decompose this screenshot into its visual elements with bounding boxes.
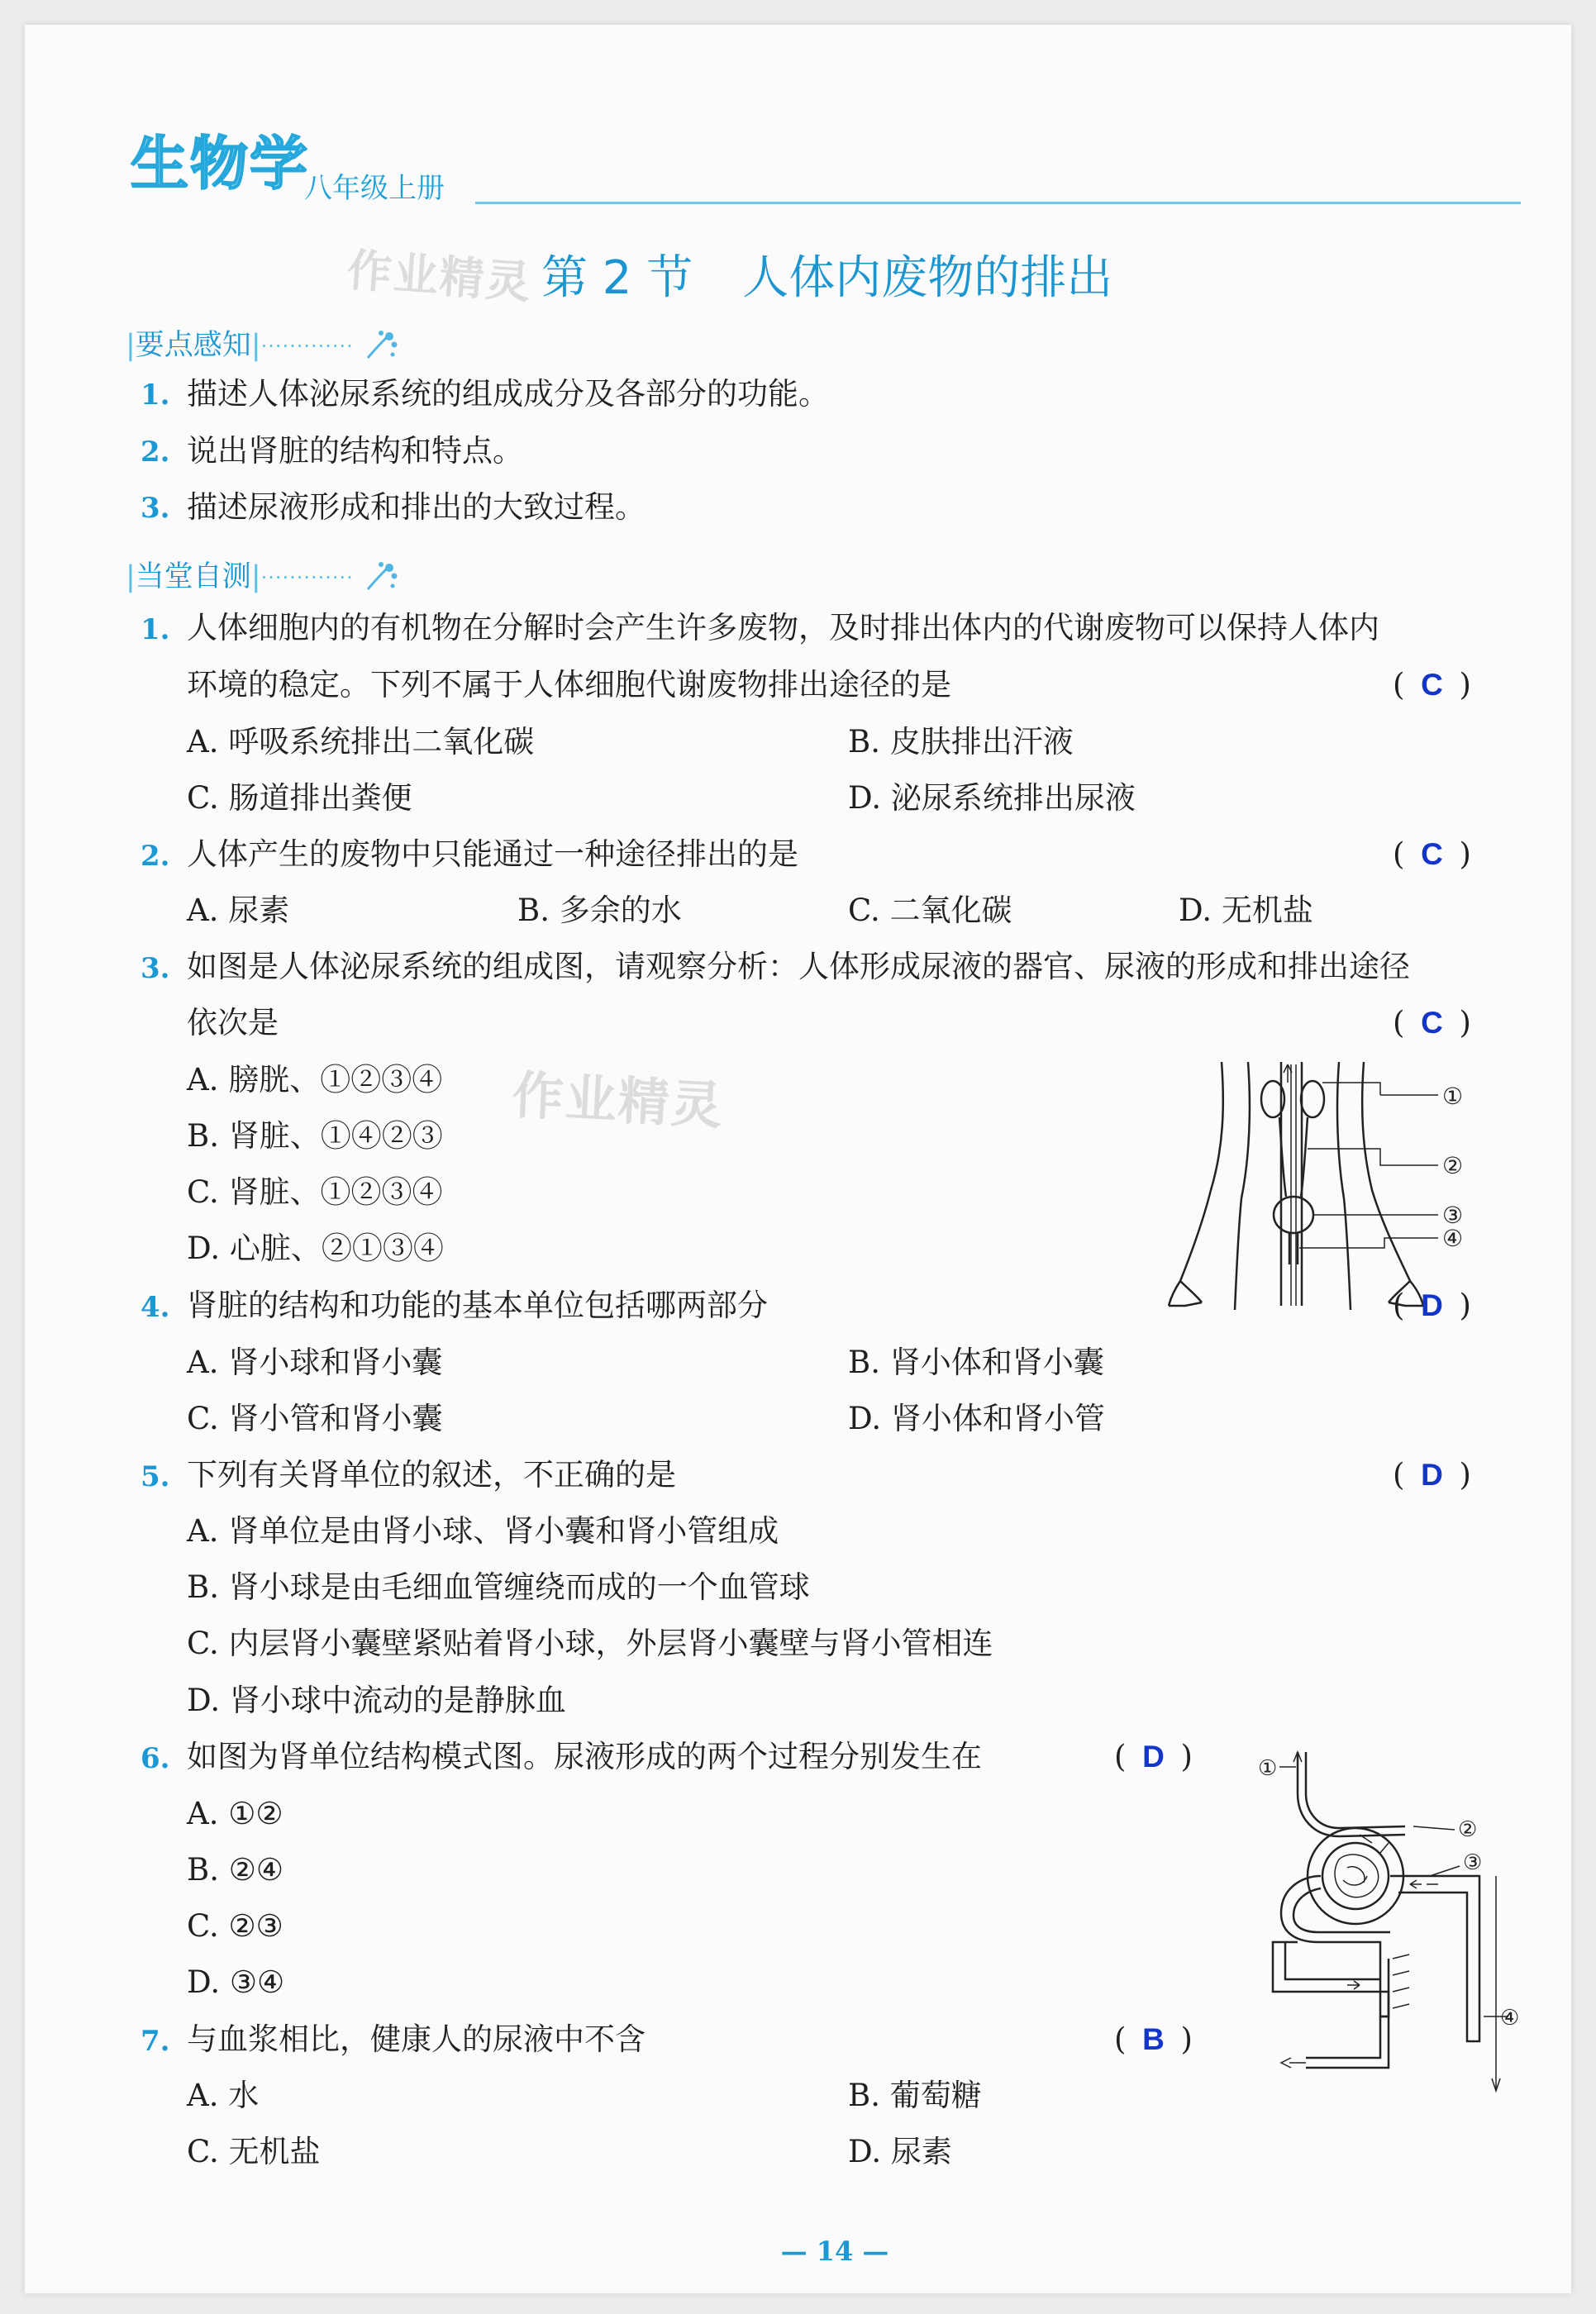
answer-value: D: [1421, 1288, 1443, 1322]
key-point-number: 3.: [141, 492, 170, 525]
answer-bracket: ( C ): [1393, 1005, 1471, 1040]
option[interactable]: A. 膀胱、①②③④: [187, 1062, 443, 1097]
question-text: 如图为肾单位结构模式图。尿液形成的两个过程分别发生在: [187, 1739, 982, 1774]
answer-bracket: ( C ): [1393, 836, 1471, 872]
question-number: 5.: [141, 1460, 170, 1493]
answer-bracket: ( C ): [1393, 667, 1471, 702]
answer-value: C: [1421, 1006, 1443, 1040]
option[interactable]: A. ①②: [187, 1796, 283, 1831]
answer-value: B: [1142, 2022, 1165, 2056]
sparkle-icon: [363, 330, 399, 363]
figure-label: ④: [1500, 2006, 1520, 2031]
key-points-tag: |要点感知|·············: [126, 322, 399, 364]
question-number: 6.: [141, 1742, 170, 1775]
option[interactable]: B. 葡萄糖: [848, 2078, 982, 2113]
question-text: 肾脏的结构和功能的基本单位包括哪两部分: [187, 1288, 768, 1323]
watermark: 作业精灵: [345, 244, 534, 309]
self-test-tag-label: 当堂自测: [135, 560, 251, 593]
page-number: — 14 —: [780, 2235, 889, 2267]
section-number: 第 2 节: [541, 251, 693, 305]
figure-label: ①: [1442, 1083, 1464, 1110]
option[interactable]: D. 肾小体和肾小管: [848, 1401, 1105, 1436]
key-point-number: 1.: [141, 379, 170, 412]
figure-label: ①: [1258, 1756, 1278, 1781]
question-text: 人体产生的废物中只能通过一种途径排出的是: [187, 836, 798, 872]
book-title: 生物学: [131, 130, 309, 198]
key-point-text: 描述尿液形成和排出的大致过程。: [187, 489, 646, 525]
option[interactable]: C. 肾小管和肾小囊: [187, 1401, 443, 1436]
option[interactable]: B. 皮肤排出汗液: [848, 724, 1074, 759]
key-point-text: 说出肾脏的结构和特点。: [187, 433, 523, 469]
option[interactable]: B. ②④: [187, 1852, 284, 1888]
figure-label: ④: [1442, 1225, 1464, 1252]
option[interactable]: D. 泌尿系统排出尿液: [848, 780, 1136, 816]
question-text: 人体细胞内的有机物在分解时会产生许多废物，及时排出体内的代谢废物可以保持人体内: [187, 610, 1379, 645]
question-text: 与血浆相比，健康人的尿液中不含: [187, 2021, 646, 2057]
sparkle-icon: [363, 561, 399, 594]
answer-value: D: [1142, 1740, 1165, 1774]
option[interactable]: A. 水: [187, 2078, 260, 2113]
option[interactable]: D. 肾小球中流动的是静脉血: [187, 1683, 566, 1718]
option[interactable]: B. 肾小球是由毛细血管缠绕而成的一个血管球: [187, 1569, 810, 1605]
self-test-tag: |当堂自测|·············: [126, 554, 399, 595]
section-title: [541, 241, 1112, 307]
question-text: 下列有关肾单位的叙述，不正确的是: [187, 1457, 676, 1493]
option[interactable]: B. 肾脏、①④②③: [187, 1118, 443, 1154]
answer-bracket: ( B ): [1114, 2021, 1193, 2057]
figure-label: ②: [1458, 1817, 1478, 1842]
option[interactable]: A. 尿素: [187, 893, 290, 928]
header-divider: [475, 202, 1521, 204]
key-point-number: 2.: [141, 436, 170, 469]
section-name: 人体内废物的排出: [742, 251, 1113, 305]
figure-label: ③: [1463, 1850, 1483, 1875]
option[interactable]: C. 肠道排出粪便: [187, 780, 412, 816]
key-points-tag-label: 要点感知: [135, 329, 251, 362]
textbook-page: [25, 25, 1571, 2293]
option[interactable]: C. 无机盐: [187, 2134, 321, 2169]
option[interactable]: C. 内层肾小囊壁紧贴着肾小球，外层肾小囊壁与肾小管相连: [187, 1626, 993, 1661]
answer-bracket: ( D ): [1393, 1457, 1471, 1493]
question-number: 7.: [141, 2025, 170, 2058]
nephron-figure: [1215, 1744, 1529, 2107]
figure-label: ②: [1442, 1152, 1464, 1179]
watermark: 作业精灵: [511, 1064, 726, 1136]
answer-bracket: ( D ): [1114, 1739, 1193, 1774]
option[interactable]: C. 肾脏、①②③④: [187, 1174, 443, 1210]
option[interactable]: A. 呼吸系统排出二氧化碳: [187, 724, 535, 759]
option[interactable]: D. 心脏、②①③④: [187, 1231, 444, 1266]
answer-value: D: [1421, 1458, 1443, 1492]
option[interactable]: C. 二氧化碳: [848, 893, 1012, 928]
option[interactable]: D. 无机盐: [1179, 893, 1313, 928]
option[interactable]: A. 肾小球和肾小囊: [187, 1345, 443, 1380]
question-number: 1.: [141, 613, 170, 646]
option[interactable]: A. 肾单位是由肾小球、肾小囊和肾小管组成: [187, 1513, 779, 1549]
question-number: 3.: [141, 952, 170, 985]
option[interactable]: B. 多余的水: [517, 893, 682, 928]
key-point-text: 描述人体泌尿系统的组成成分及各部分的功能。: [187, 376, 829, 412]
answer-bracket: ( D ): [1393, 1288, 1471, 1323]
option[interactable]: B. 肾小体和肾小囊: [848, 1345, 1104, 1380]
option[interactable]: C. ②③: [187, 1908, 283, 1944]
option[interactable]: D. ③④: [187, 1964, 285, 2000]
book-subtitle: 八年级上册: [304, 172, 445, 205]
urinary-system-figure: [1165, 1058, 1529, 1314]
answer-value: C: [1421, 668, 1443, 702]
question-number: 4.: [141, 1291, 170, 1324]
answer-value: C: [1421, 837, 1443, 871]
question-number: 2.: [141, 840, 170, 873]
question-text: 环境的稳定。下列不属于人体细胞代谢废物排出途径的是: [187, 667, 951, 702]
figure-label: ③: [1442, 1202, 1464, 1229]
question-text: 如图是人体泌尿系统的组成图，请观察分析：人体形成尿液的器官、尿液的形成和排出途径: [187, 949, 1410, 984]
question-text: 依次是: [187, 1005, 279, 1040]
option[interactable]: D. 尿素: [848, 2134, 952, 2169]
